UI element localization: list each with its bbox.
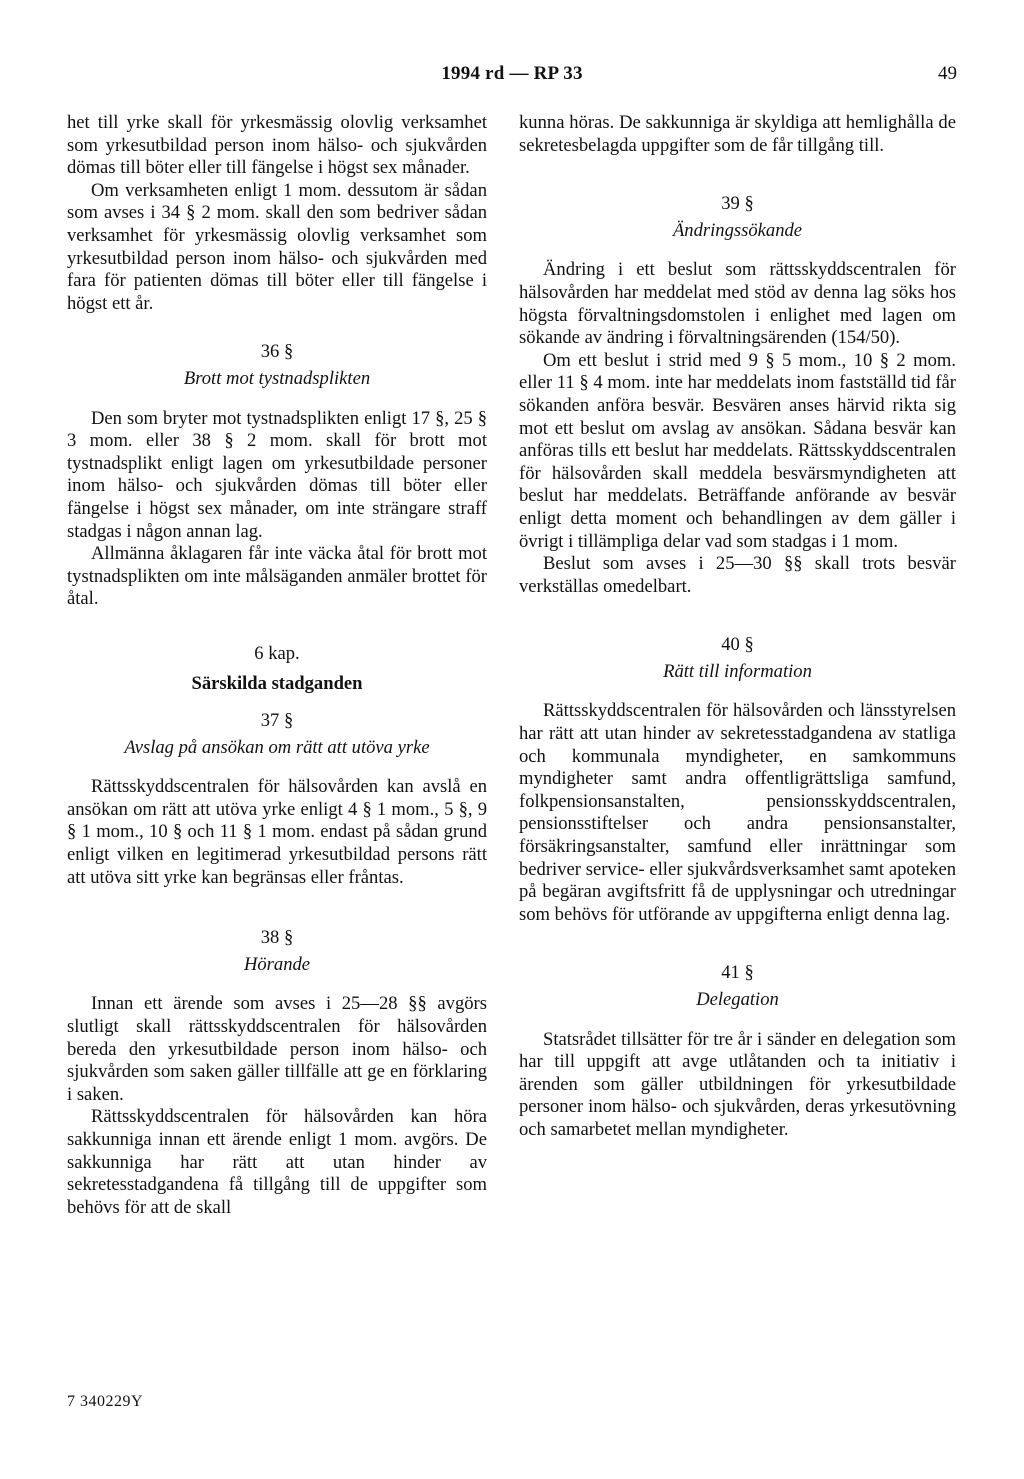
section-number-40: 40 §: [721, 634, 754, 656]
page-header: [0, 63, 1024, 87]
paragraph: Om ett beslut i strid med 9 § 5 mom., 10 § 2 mom. eller 11 § 4 mom. inte har meddelats inom fastställd tid får sökanden anföra besvär. Besvären anses härvid rikta sig mot ett beslut om avslag av ansökan. Sådana besvär kan anföras tills ett beslut har meddelats. Rättsskyddscentralen för hälsovården skall meddela besvärsmyndigheten att beslut har meddelats. Beträffande anförande av besvär enligt detta moment och behandlingen av dem gäller i övrigt i tillämpliga delar vad som stadgas i 1 mom.: [519, 349, 956, 552]
paragraph: Rättsskyddscentralen för hälsovården kan avslå en ansökan om rätt att utöva yrke enligt 4 § 1 mom., 5 §, 9 § 1 mom., 10 § och 11 § 1 mom. endast på sådan grund enligt vilken en legitimerad yrkesutbildad persons rätt att utöva sitt yrke kan begränsas eller fråntas.: [67, 776, 487, 888]
page-number: 49: [938, 63, 957, 84]
section-number-41: 41 §: [721, 962, 754, 984]
section-number-36: 36 §: [260, 341, 294, 363]
left-column: [67, 112, 487, 1219]
paragraph-continued: kunna höras. De sakkunniga är skyldiga att hemlighålla de sekretesbelagda uppgifter som de får tillgång till.: [519, 112, 956, 156]
paragraph: Rättsskyddscentralen för hälsovården kan höra sakkunniga innan ett ärende enligt 1 mom. avgörs. De sakkunniga har rätt att utan hinder av sekretesstadgandena få tillgång till de uppgifter som behövs för att de skall: [67, 1106, 487, 1218]
section-title-36: Brott mot tystnadsplikten: [183, 367, 371, 389]
section-title-39: Ändringssökande: [672, 219, 803, 241]
paragraph: Om verksamheten enligt 1 mom. dessutom är sådan som avses i 34 § 2 mom. skall den som bedriver sådan verksamhet för yrkesmässig olovlig verksamhet som yrkesutbildad person inom hälso- och sjukvården med fara för patienten dömas till böter eller till fängelse i högst ett år.: [67, 179, 487, 314]
chapter-number: 6 kap.: [254, 642, 300, 664]
running-title: 1994 rd — RP 33: [441, 63, 583, 84]
section-number-38: 38 §: [260, 927, 294, 949]
paragraph: Beslut som avses i 25—30 §§ skall trots besvär verkställas omedelbart.: [519, 553, 956, 597]
section-title-38: Hörande: [243, 953, 311, 975]
section-title-41: Delegation: [696, 989, 779, 1010]
paragraph: Statsrådet tillsätter för tre år i sänder en delegation som har till uppgift att avge utlåtanden och ta initiativ i ärenden som gäller utbildningen för yrkesutbildade personer inom hälso- och sjukvården, deras yrkesutövning och samarbetet mellan myndigheter.: [519, 1028, 956, 1140]
paragraph: Allmänna åklagaren får inte väcka åtal för brott mot tystnadsplikten om inte målsäganden anmäler brottet för åtal.: [67, 543, 487, 610]
right-column: [519, 112, 956, 1142]
paragraph-continued: het till yrke skall för yrkesmässig olovlig verksamhet som yrkesutbildad person inom hälso- och sjukvården dömas till böter eller till fängelse i högst sex månader.: [67, 112, 487, 179]
paragraph: Ändring i ett beslut som rättsskyddscentralen för hälsovården har meddelat med stöd av denna lag söks hos högsta förvaltningsdomstolen i enlighet med lagen om sökande av ändring i förvaltningsärenden (154/50).: [519, 259, 956, 349]
section-number-37: 37 §: [260, 710, 294, 732]
paragraph: Innan ett ärende som avses i 25—28 §§ avgörs slutligt skall rättsskyddscentralen för hälsovården bereda den yrkesutbildade person inom hälso- och sjukvården som saken gäller tillfälle att ge en förklaring i saken.: [67, 993, 487, 1105]
paragraph: Rättsskyddscentralen för hälsovården och länsstyrelsen har rätt att utan hinder av sekretesstadgandena av statliga och kommunala myndigheter, en samkommuns myndigheter samt andra offentligrättsliga samfund, folkpensionsanstalten, pensionsskyddscentralen, pensionsstiftelser och andra pensionsanstalter, försäkringsanstalter, samfund eller inrättningar som bedriver service- eller sjukvårdsverksamhet samt apoteken på begäran avgiftsfritt få de upplysningar och utredningar som behövs för utförande av uppgifterna enligt denna lag.: [519, 700, 956, 925]
section-title-40: Rätt till information: [663, 660, 812, 682]
chapter-title: Särskilda stadganden: [191, 673, 363, 695]
paragraph: Den som bryter mot tystnadsplikten enligt 17 §, 25 § 3 mom. eller 38 § 2 mom. skall för brott mot tystnadsplikt enligt lagen om yrkesutbildade personer inom hälso- och sjukvården dömas till böter eller fängelse i högst sex månader, om inte strängare straff stadgas i någon annan lag.: [67, 407, 487, 542]
section-title-37: Avslag på ansökan om rätt att utöva yrke: [124, 736, 430, 758]
print-code: 7 340229Y: [67, 1393, 144, 1410]
section-number-39: 39 §: [721, 193, 754, 215]
